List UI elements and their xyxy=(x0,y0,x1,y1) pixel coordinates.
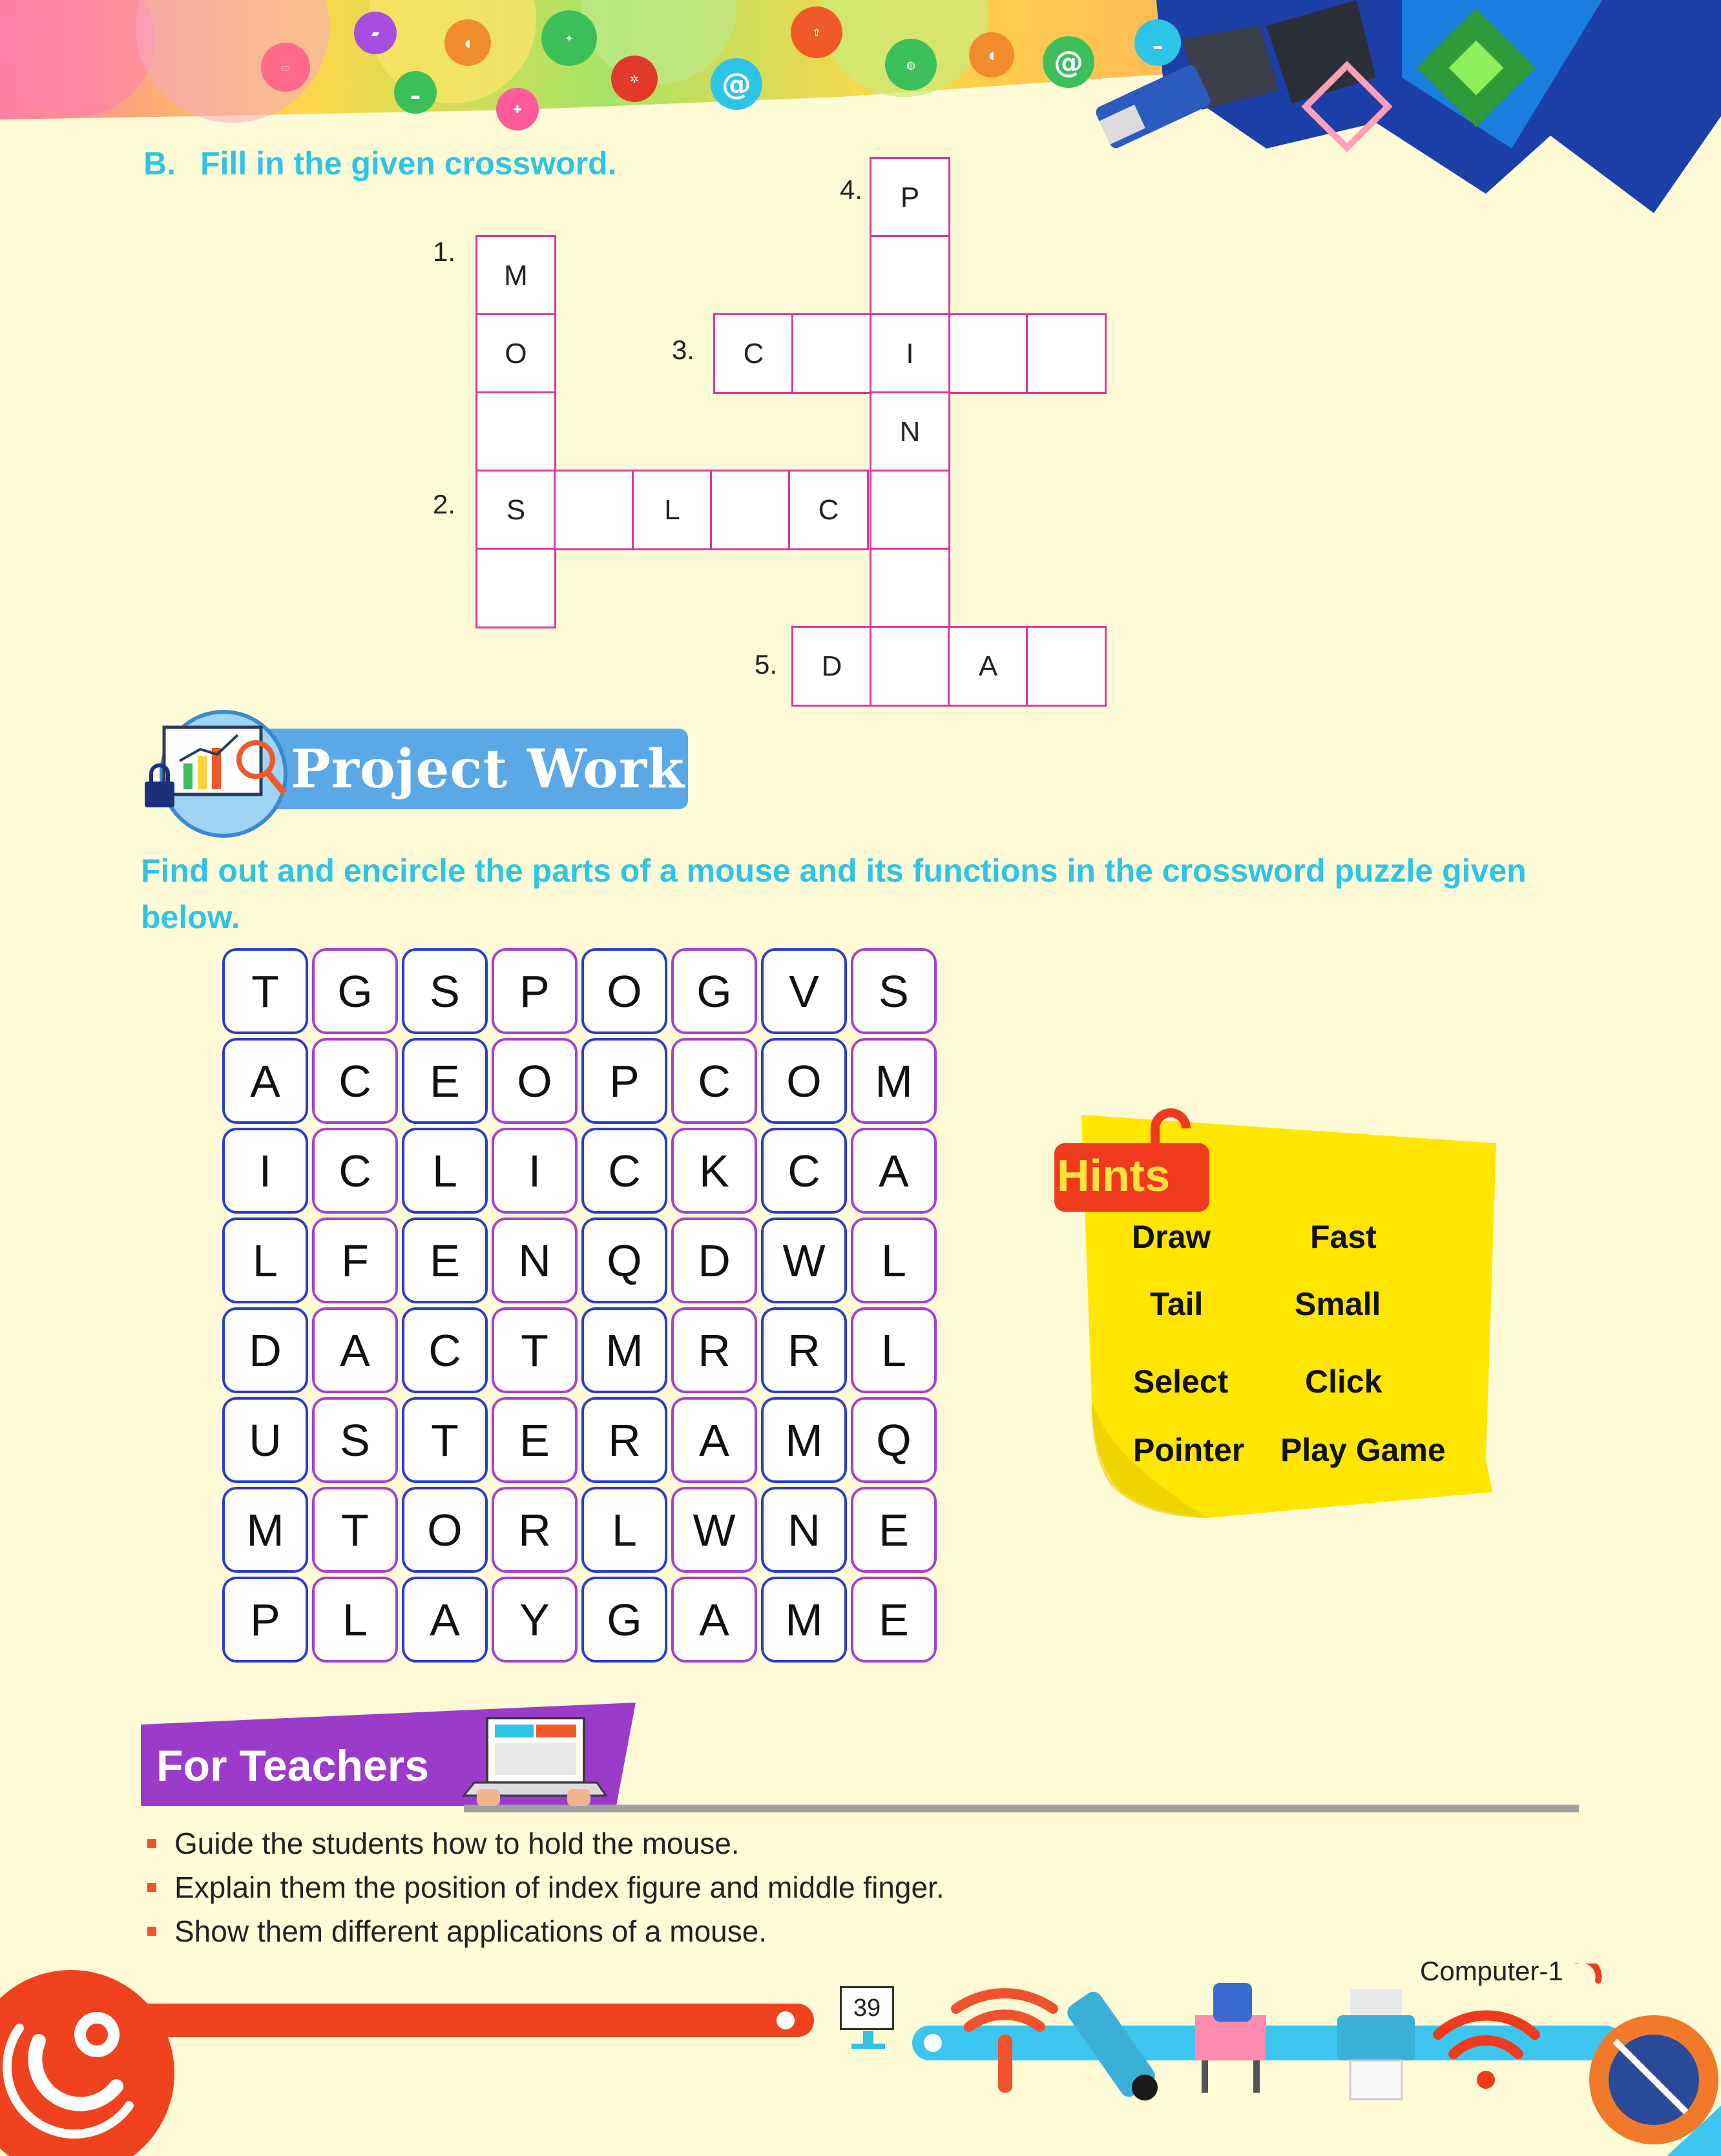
word-search-cell[interactable]: E xyxy=(492,1397,578,1483)
word-search-cell[interactable]: R xyxy=(671,1307,757,1393)
word-search-cell[interactable]: P xyxy=(581,1038,667,1124)
crossword-cell[interactable]: P xyxy=(870,157,950,238)
teacher-note: Show them different applications of a mouse. xyxy=(147,1909,944,1953)
teacher-note: Guide the students how to hold the mouse. xyxy=(147,1821,944,1865)
crossword-cell[interactable] xyxy=(1026,313,1107,394)
word-search-cell[interactable]: A xyxy=(851,1128,937,1214)
bullet-icon xyxy=(147,1883,156,1892)
crossword-cell[interactable] xyxy=(870,235,950,316)
project-work-emblem xyxy=(141,709,289,838)
word-search-cell[interactable]: I xyxy=(492,1128,578,1214)
word-search-cell[interactable]: L xyxy=(402,1128,488,1214)
word-search-cell[interactable]: L xyxy=(851,1218,937,1303)
at-icon: @ xyxy=(1043,36,1094,88)
word-search-cell[interactable]: L xyxy=(851,1307,937,1393)
word-search-cell[interactable]: T xyxy=(222,948,308,1034)
word-search-cell[interactable]: D xyxy=(671,1218,757,1303)
gamepad-icon: ✚ xyxy=(496,88,539,130)
clue-number-1: 1. xyxy=(433,236,456,267)
word-search-cell[interactable]: M xyxy=(761,1577,847,1663)
word-search-cell[interactable]: Q xyxy=(851,1397,937,1483)
word-search-cell[interactable]: S xyxy=(402,948,488,1034)
word-search-cell[interactable]: Q xyxy=(581,1218,667,1303)
word-search-cell[interactable]: T xyxy=(492,1307,578,1393)
word-search-cell[interactable]: W xyxy=(761,1218,847,1303)
word-search-cell[interactable]: U xyxy=(222,1397,308,1483)
crossword-cell[interactable] xyxy=(791,313,872,394)
project-work-title: Project Work xyxy=(291,738,685,800)
word-search-cell[interactable]: N xyxy=(492,1218,578,1303)
word-search-cell[interactable]: O xyxy=(402,1487,488,1573)
hint-word: Draw xyxy=(1132,1219,1211,1255)
usb-drive-icon xyxy=(1085,1983,1176,2112)
crossword-cell[interactable] xyxy=(554,470,634,550)
word-search-cell[interactable]: T xyxy=(402,1397,488,1483)
hint-word: Pointer xyxy=(1133,1432,1245,1468)
word-search-cell[interactable]: G xyxy=(581,1577,667,1663)
crossword-cell[interactable] xyxy=(710,470,791,550)
word-search-cell[interactable]: G xyxy=(671,948,757,1034)
word-search-cell[interactable]: K xyxy=(671,1128,757,1214)
word-search-cell[interactable]: M xyxy=(222,1487,308,1573)
project-work-instruction: Find out and encircle the parts of a mouse and its functions in the crossword puzzle given below. xyxy=(141,853,1527,935)
section-b-label: B. xyxy=(143,145,176,181)
word-search-cell[interactable]: S xyxy=(851,948,937,1034)
word-search-cell[interactable]: C xyxy=(671,1038,757,1124)
book-label: Computer-1 xyxy=(1420,1956,1563,1986)
hint-word: Click xyxy=(1305,1363,1382,1400)
hint-word: Small xyxy=(1295,1286,1381,1322)
word-search-cell[interactable]: V xyxy=(761,948,847,1034)
crossword-cell[interactable]: N xyxy=(870,391,950,472)
hint-word: Tail xyxy=(1150,1286,1204,1322)
word-search-cell[interactable]: O xyxy=(492,1038,578,1124)
chart-icon: ▂ xyxy=(1134,19,1181,66)
crossword-cell[interactable]: M xyxy=(475,235,556,316)
globe-icon: ◍ xyxy=(885,39,937,90)
upload-icon: ⇧ xyxy=(791,6,842,58)
folder-icon: ▰ xyxy=(354,12,397,54)
crossword-cell[interactable]: C xyxy=(788,470,869,550)
crossword-cell[interactable] xyxy=(475,391,556,472)
crossword-cell[interactable] xyxy=(870,626,950,707)
word-search-cell[interactable]: R xyxy=(581,1397,667,1483)
word-search-cell[interactable]: T xyxy=(312,1487,398,1573)
word-search-cell[interactable]: P xyxy=(222,1577,308,1663)
crossword-cell[interactable]: O xyxy=(475,313,556,394)
laptop-icon xyxy=(487,1718,584,1783)
bullet-icon xyxy=(147,1927,156,1936)
word-search-cell[interactable]: N xyxy=(761,1487,847,1573)
crossword-cell[interactable]: I xyxy=(870,313,950,394)
word-search-cell[interactable]: D xyxy=(222,1307,308,1393)
word-search-cell[interactable]: L xyxy=(222,1218,308,1303)
crossword-cell[interactable] xyxy=(1026,626,1107,707)
word-search-cell[interactable]: A xyxy=(312,1307,398,1393)
teacher-note: Explain them the position of index figure and middle finger. xyxy=(147,1865,944,1909)
printer-icon xyxy=(1337,1983,1421,2099)
crossword-cell[interactable] xyxy=(870,470,950,550)
hints-title: Hints xyxy=(1057,1150,1170,1201)
word-search-cell[interactable]: C xyxy=(312,1128,398,1214)
word-search-cell[interactable]: C xyxy=(581,1128,667,1214)
word-search-cell[interactable]: L xyxy=(312,1577,398,1663)
word-search-cell[interactable]: A xyxy=(671,1577,757,1663)
satellite-dish-icon xyxy=(1589,2009,1718,2138)
chart-icon: ▂ xyxy=(394,71,437,114)
word-search-cell[interactable]: R xyxy=(492,1487,578,1573)
mouse-icon: ◖ xyxy=(969,32,1014,78)
word-search-cell[interactable]: E xyxy=(851,1487,937,1573)
monitor-icon: ▭ xyxy=(261,43,310,92)
word-search-cell[interactable]: W xyxy=(671,1487,757,1573)
crossword-cell[interactable]: S xyxy=(475,470,556,550)
word-search-cell[interactable]: C xyxy=(761,1128,847,1214)
word-search-cell[interactable]: I xyxy=(222,1128,308,1214)
crossword-cell[interactable] xyxy=(870,548,950,628)
clue-number-3: 3. xyxy=(672,335,695,365)
hint-word: Fast xyxy=(1310,1219,1377,1255)
clue-number-2: 2. xyxy=(433,489,456,519)
wifi-icon xyxy=(956,1976,1059,2073)
word-search-cell[interactable]: P xyxy=(492,948,578,1034)
crossword-cell[interactable]: D xyxy=(791,626,872,707)
bullet-icon xyxy=(147,1839,156,1848)
crossword-cell[interactable] xyxy=(475,548,556,628)
word-search-cell[interactable]: O xyxy=(761,1038,847,1124)
word-search-cell[interactable]: A xyxy=(222,1038,308,1124)
crossword-cell[interactable] xyxy=(948,313,1028,394)
word-search-cell[interactable]: G xyxy=(312,948,398,1034)
word-search-cell[interactable]: M xyxy=(761,1397,847,1483)
crossword-cell[interactable]: A xyxy=(948,626,1028,707)
hint-word: Play Game xyxy=(1280,1432,1446,1468)
word-search-cell[interactable]: E xyxy=(851,1577,937,1663)
gear-icon: ✲ xyxy=(611,56,658,102)
word-search-cell[interactable]: E xyxy=(402,1038,488,1124)
section-b-title: Fill in the given crossword. xyxy=(200,145,617,181)
word-search-cell[interactable]: C xyxy=(402,1307,488,1393)
teacher-notes-list xyxy=(147,1821,944,1953)
word-search-cell[interactable]: F xyxy=(312,1218,398,1303)
word-search-cell[interactable]: S xyxy=(312,1397,398,1483)
crossword-cell[interactable]: L xyxy=(632,470,713,550)
word-search-cell[interactable]: L xyxy=(581,1487,667,1573)
word-search-cell[interactable]: M xyxy=(581,1307,667,1393)
hint-word: Select xyxy=(1133,1363,1229,1400)
word-search-cell[interactable]: C xyxy=(312,1038,398,1124)
at-icon: @ xyxy=(711,58,762,110)
section-b-heading xyxy=(143,145,617,182)
word-search-cell[interactable]: R xyxy=(761,1307,847,1393)
word-search-cell[interactable]: A xyxy=(671,1397,757,1483)
mouse-icon: ◖ xyxy=(444,19,491,66)
word-search-cell[interactable]: Y xyxy=(492,1577,578,1663)
word-search-cell[interactable]: A xyxy=(402,1577,488,1663)
clue-number-4: 4. xyxy=(840,174,863,205)
clue-number-5: 5. xyxy=(755,649,778,679)
crossword-cell[interactable]: C xyxy=(713,313,794,394)
network-icon: ✦ xyxy=(541,10,597,66)
word-search-cell[interactable]: E xyxy=(402,1218,488,1303)
for-teachers-title: For Teachers xyxy=(156,1741,430,1790)
page-number: 39 xyxy=(840,1986,894,2030)
word-search-cell[interactable]: O xyxy=(581,948,667,1034)
word-search-cell[interactable]: M xyxy=(851,1038,937,1124)
